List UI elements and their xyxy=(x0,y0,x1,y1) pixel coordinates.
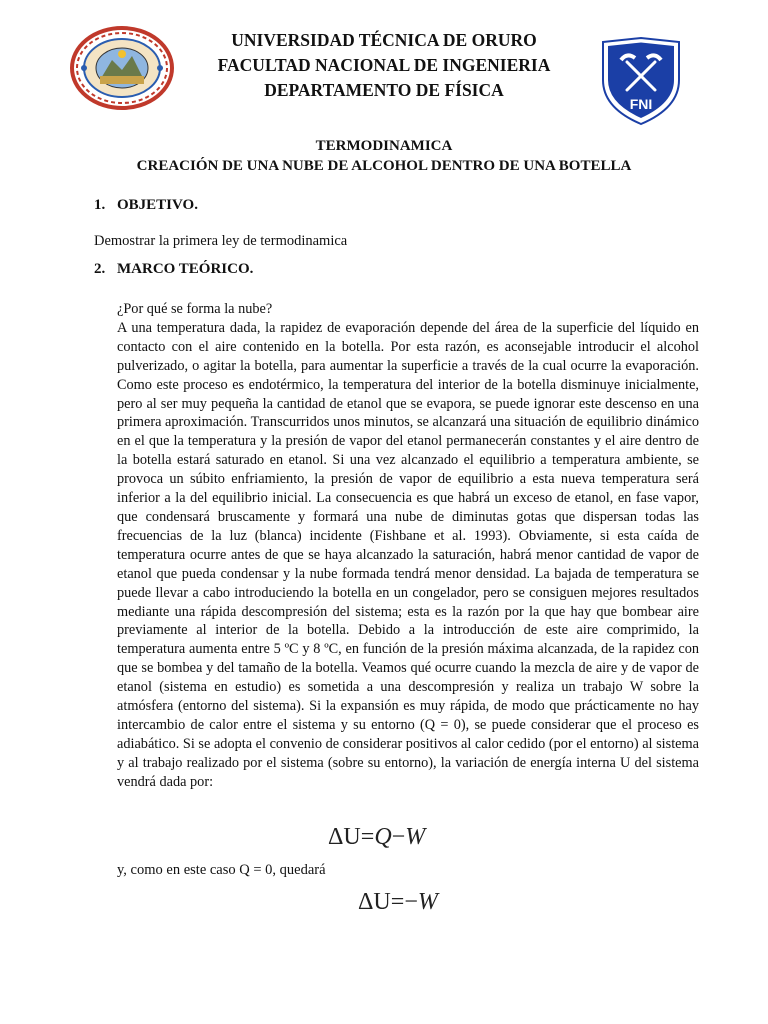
theory-body xyxy=(117,300,699,792)
section-number: 1. xyxy=(94,197,106,213)
equation-lhs: ΔU xyxy=(328,824,361,850)
theory-question: ¿Por qué se forma la nube? xyxy=(117,301,273,317)
topic-title: CREACIÓN DE UNA NUBE DE ALCOHOL DENTRO DE UNA BOTELLA xyxy=(136,158,632,174)
section-heading-marco-teorico xyxy=(94,261,253,278)
university-seal-icon xyxy=(70,26,174,110)
equation-energy-balance xyxy=(328,824,425,851)
department-name: DEPARTAMENTO DE FÍSICA xyxy=(264,80,504,100)
subject-title: TERMODINAMICA xyxy=(315,138,453,154)
faculty-name: FACULTAD NACIONAL DE INGENIERIA xyxy=(217,55,551,75)
equation-equals: = xyxy=(390,889,405,915)
equation-work: W xyxy=(417,889,438,915)
equation-work: W xyxy=(405,824,426,850)
equation-heat: Q xyxy=(374,824,392,850)
section-title: MARCO TEÓRICO. xyxy=(117,261,254,277)
document-title xyxy=(80,136,688,176)
equation-lhs: ΔU xyxy=(358,889,391,915)
fni-logo-text: FNI xyxy=(629,96,653,112)
section-number: 2. xyxy=(94,261,106,277)
institution-header xyxy=(180,28,588,103)
theory-paragraph: A una temperatura dada, la rapidez de evaporación depende del área de la superficie del líquido en contacto con el aire contenido en la botella. Por esta razón, es aconsejable introducir el alcohol pulverizado, o agitar la botella, para aumentar la superficie a través de la cual ocurre la evaporación. Como este proceso es endotérmico, la temperatura del interior de la botella disminuye inicialmente, pero al ser muy pequeña la cantidad de etanol que se evapora, se puede ignorar este descenso en una primera aproximación. Transcurridos unos minutos, se alcanzará una situación de equilibrio dinámico en el que la temperatura y la presión de vapor del etanol permanecerán constantes y el aire dentro de la botella estará saturado en etanol. Si una vez alcanzado el equilibrio a temperatura ambiente, se provoca un súbito enfriamiento, la presión de vapor de equilibrio a esta nueva temperatura será inferior a la del equilibrio inicial. La consecuencia es que habrá un exceso de etanol, en fase vapor, que condensará bruscamente y formará una nube de diminutas gotas que dispersan todas las frecuencias de la luz (blanca) incidente (Fishbane et al. 1993). Obviamente, si esta caída de temperatura ocurre antes de que se haya alcanzado la saturación, habrá menor cantidad de vapor de etanol que pueda condensar y la nube formada tendrá menor densidad. La bajada de temperatura se puede llevar a cabo introduciendo la botella en un congelador, pero se consiguen mejores resultados mediante una rápida descompresión del sistema; esta es la razón por la que hay que bombear aire previamente al interior de la botella. Debido a la introducción de este aire comprimido, la temperatura aumenta entre 5 ºC y 8 ºC, en función de la presión máxima alcanzada, de la rapidez con que se bombea y del tamaño de la botella. Veamos qué ocurre cuando la mezcla de aire y de vapor de etanol (sistema en estudio) es sometida a una descompresión y realiza un trabajo W sobre la atmósfera (entorno del sistema). Si la expansión es muy rápida, de modo que prácticamente no hay intercambio de calor entre el sistema y su entorno (Q = 0), se puede considerar que el proceso es adiabático. Si se adopta el convenio de considerar positivos al calor cedido (por el entorno) al sistema y al trabajo realizado por el sistema (sobre su entorno), la variación de energía interna U del sistema vendrá dada por: xyxy=(117,319,699,790)
objective-text: Demostrar la primera ley de termodinamica xyxy=(94,233,348,249)
fni-shield-icon xyxy=(597,36,685,126)
section-heading-objetivo xyxy=(94,197,198,214)
between-equations-text: y, como en este caso Q = 0, quedará xyxy=(117,862,326,878)
equation-equals: = xyxy=(360,824,375,850)
equation-adiabatic xyxy=(358,889,438,916)
equation-minus: − xyxy=(404,889,418,915)
section-title: OBJETIVO. xyxy=(117,197,198,213)
university-name: UNIVERSIDAD TÉCNICA DE ORURO xyxy=(231,30,537,50)
equation-minus: − xyxy=(391,824,406,850)
